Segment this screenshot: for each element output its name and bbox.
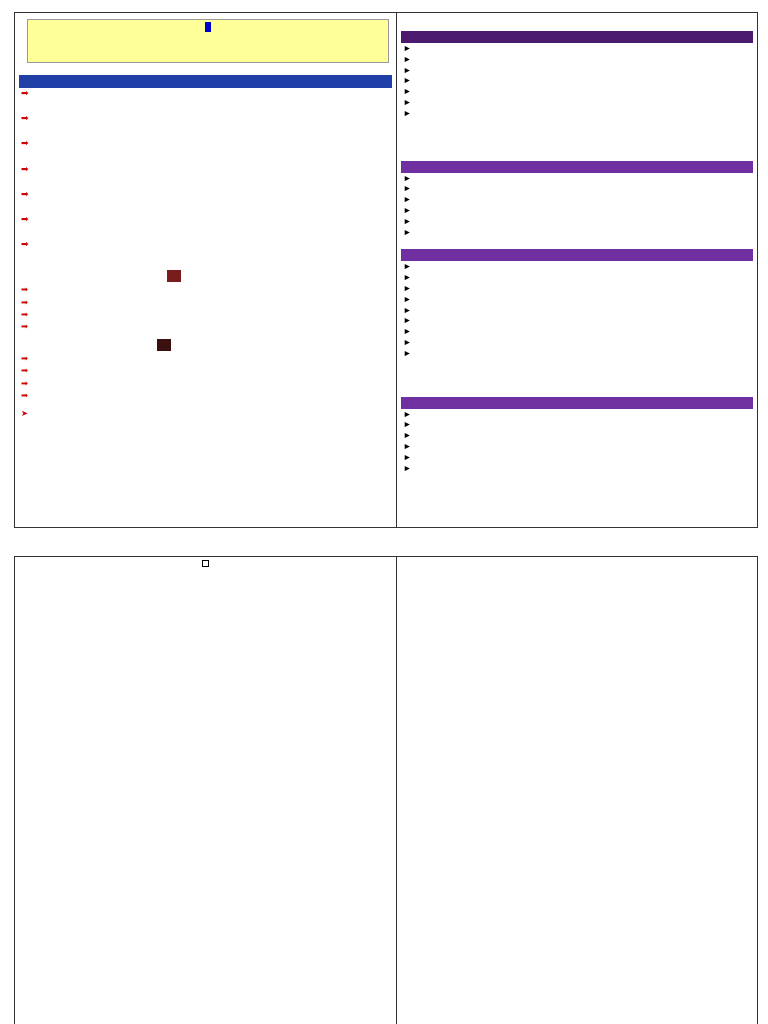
expression-line: ► [403, 315, 412, 326]
daily-routines-column [15, 13, 397, 527]
expression-section [397, 31, 757, 119]
expression-sections [397, 13, 757, 473]
expression-line: ► [403, 336, 412, 347]
bullet-icon: ➡ [21, 389, 29, 400]
list-item [15, 321, 396, 333]
bullet-icon: ➡ [21, 88, 29, 98]
section-band-daily-routines [19, 75, 392, 88]
checkbox-icon [15, 559, 396, 567]
expression-line: ► [403, 172, 412, 183]
good-news-tag [167, 270, 181, 282]
bullet-icon: ➡ [21, 353, 29, 364]
question-item [15, 113, 396, 126]
answer-item [15, 101, 396, 114]
exercise-sheet [14, 556, 758, 1024]
section-header [401, 249, 753, 261]
expressions-column [397, 13, 757, 527]
expression-line: ► [403, 347, 412, 358]
question-item [15, 138, 396, 151]
expression-line: ► [403, 43, 412, 53]
expression-line: ► [403, 293, 412, 304]
list-item [15, 365, 396, 377]
summary-sheet [14, 12, 758, 528]
list-item: ➤ [21, 407, 29, 418]
answer-item [15, 151, 396, 164]
question-item [15, 164, 396, 177]
question-item [15, 214, 396, 227]
bullet-icon: ➡ [21, 239, 29, 250]
expression-line: ► [403, 86, 412, 97]
answer-item [15, 227, 396, 240]
question-item [15, 88, 396, 101]
expression-line: ► [403, 326, 412, 337]
bullet-icon: ➡ [21, 113, 29, 124]
question-item [15, 239, 396, 252]
bullet-icon: ➡ [21, 163, 29, 174]
expression-line: ► [403, 107, 412, 118]
list-item [15, 353, 396, 365]
good-news-list [15, 284, 396, 333]
bullet-icon: ➡ [21, 365, 29, 376]
expression-line: ► [403, 53, 412, 64]
expression-line: ► [403, 215, 412, 226]
expression-line: ► [403, 408, 412, 419]
expression-line: ► [403, 194, 412, 205]
header-line3 [36, 22, 380, 32]
expression-line: ► [403, 440, 412, 451]
expression-line: ► [403, 419, 412, 430]
exercise-column-right [397, 557, 757, 1024]
expression-line: ► [403, 75, 412, 86]
routine-list [15, 88, 396, 264]
expression-section [397, 397, 757, 474]
list-item [15, 297, 396, 309]
section-header [401, 31, 753, 43]
section-header [401, 161, 753, 173]
expression-line: ► [403, 183, 412, 194]
bullet-icon: ➡ [21, 308, 29, 319]
expression-line: ► [403, 304, 412, 315]
answer-item [15, 201, 396, 214]
expression-line: ► [403, 272, 412, 283]
list-item [15, 309, 396, 321]
expression-line: ► [403, 451, 412, 462]
expression-line: ► [403, 226, 412, 237]
list-item [15, 390, 396, 402]
expression-line: ► [403, 282, 412, 293]
exercise-blocks-right [397, 557, 757, 563]
bullet-icon: ➡ [21, 377, 29, 388]
bullet-icon: ➡ [21, 138, 29, 149]
expression-line: ► [403, 64, 412, 75]
bad-news-tag [157, 339, 171, 351]
answer-item [15, 176, 396, 189]
bullet-icon: ➡ [21, 188, 29, 199]
answer-item [15, 126, 396, 139]
expression-section [397, 161, 757, 238]
expression-line: ► [403, 261, 412, 272]
exercise-column-left [15, 557, 397, 1024]
expression-line: ► [403, 204, 412, 215]
bad-news-list [15, 353, 396, 402]
bullet-icon: ➡ [21, 296, 29, 307]
section-header [401, 397, 753, 409]
expression-line: ► [403, 96, 412, 107]
bullet-icon: ➡ [21, 213, 29, 224]
list-item [15, 284, 396, 296]
header-box [27, 19, 389, 63]
bullet-icon: ➡ [21, 284, 29, 295]
bullet-icon: ➡ [21, 320, 29, 331]
answer-item [15, 252, 396, 265]
list-item [15, 378, 396, 390]
expression-section [397, 249, 757, 358]
expression-line: ► [403, 462, 412, 473]
question-item [15, 189, 396, 202]
expression-line: ► [403, 430, 412, 441]
